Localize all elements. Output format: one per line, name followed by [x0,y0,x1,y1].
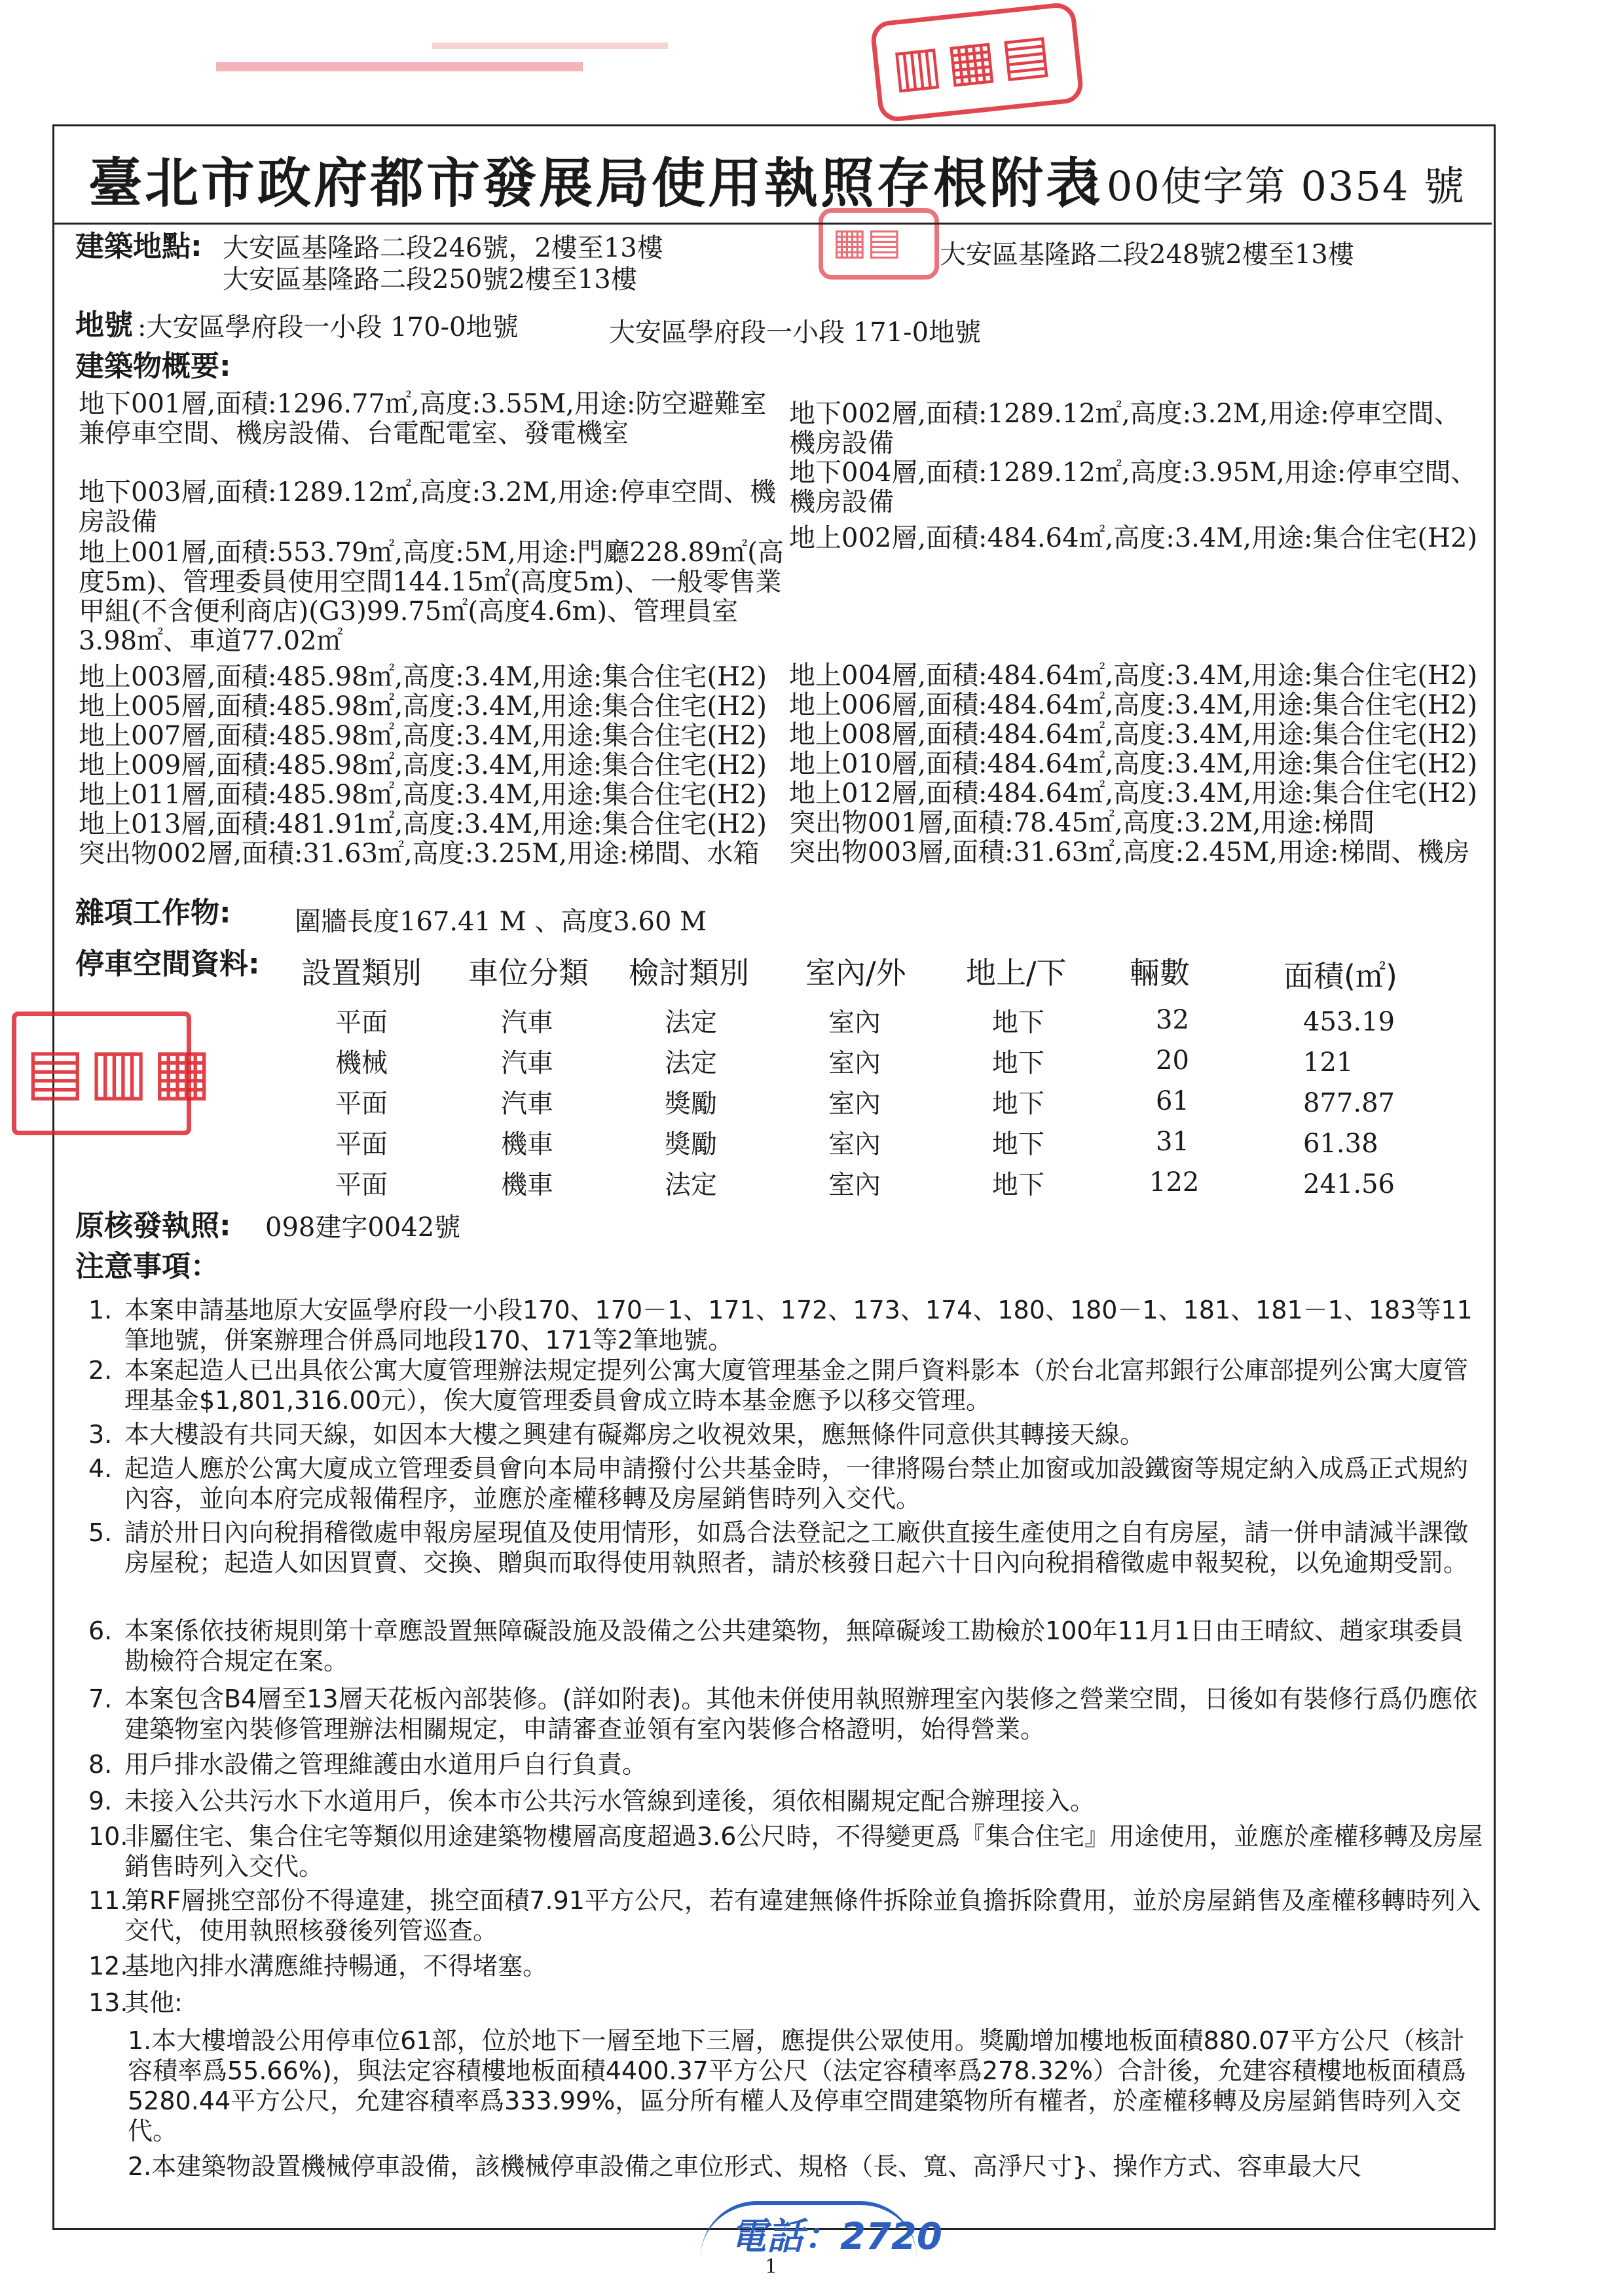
note-number: 8. [88,1750,113,1779]
red-smudge-top-2 [432,43,668,49]
cell-vehicle: 汽車 [501,1008,553,1038]
site-line-2: 大安區基隆路二段250號2樓至13樓 [223,264,637,295]
note-text: 非屬住宅、集合住宅等類似用途建築物樓層高度超過3.6公尺時，不得變更爲『集合住宅』用途使用，並應於產權移轉及房屋銷售時列入交代。 [124,1822,1483,1881]
seal-stamp-right-mid: ▦▤ [819,208,939,280]
lot-left: :大安區學府段一小段 170-0地號 [138,312,519,342]
overview-item: 地上013層,面積:481.91㎡,高度:3.4M,用途:集合住宅(H2) [79,809,767,839]
cell-inout: 室內 [828,1008,881,1038]
overview-item: 地上012層,面積:484.64㎡,高度:3.4M,用途:集合住宅(H2) [789,778,1477,809]
parking-header: 室內/外 [805,955,906,991]
cell-category: 獎勵 [665,1089,717,1119]
note-text: 第RF層挑空部份不得違建，挑空面積7.91平方公尺，若有違建無條件拆除並負擔拆除費用，並於房屋銷售及產權移轉時列入交代，使用執照核發後列管巡查。 [124,1886,1481,1945]
site-line-1: 大安區基隆路二段246號，2樓至13樓 [223,233,663,263]
note-number: 2. [88,1356,113,1385]
overview-item: 地上011層,面積:485.98㎡,高度:3.4M,用途:集合住宅(H2) [79,780,767,810]
misc-value: 圍牆長度167.41 M 、高度3.60 M [295,907,707,937]
overview-item: 地下001層,面積:1296.77㎡,高度:3.55M,用途:防空避難室兼停車空間、機房設備、台電配電室、發電機室 [79,389,767,448]
overview-item: 地上010層,面積:484.64㎡,高度:3.4M,用途:集合住宅(H2) [789,749,1477,779]
overview-item: 地上008層,面積:484.64㎡,高度:3.4M,用途:集合住宅(H2) [789,720,1477,750]
note-number: 10. [88,1822,128,1851]
overview-item: 地下003層,面積:1289.12㎡,高度:3.2M,用途:停車空間、機房設備 [79,477,776,537]
note-text: 基地內排水溝應維持暢通，不得堵塞。 [124,1952,548,1980]
note-number: 4. [88,1454,113,1483]
cell-category: 法定 [665,1048,717,1078]
overview-item: 地下002層,面積:1289.12㎡,高度:3.2M,用途:停車空間、機房設備 [789,399,1460,458]
note-item [88,1951,1483,1981]
note-item [88,1886,1483,1946]
page-number: 1 [765,2255,778,2278]
note-text: 本案申請基地原大安區學府段一小段170、170－1、171、172、173、174、180、180－1、181、181－1、183等11筆地號，併案辦理合併爲同地段170、171等2筆地號。 [124,1296,1473,1355]
cell-count: 20 [1156,1046,1189,1076]
document-title: 臺北市政府都市發展局使用執照存根附表 [88,152,1103,215]
overview-item: 地上003層,面積:485.98㎡,高度:3.4M,用途:集合住宅(H2) [79,662,767,692]
note-text: 其他: [124,1988,183,2017]
cell-inout: 室內 [828,1089,881,1119]
cell-category: 法定 [665,1170,717,1200]
note-item [88,1616,1483,1676]
parking-header: 輛數 [1130,955,1190,991]
overview-item: 突出物003層,面積:31.63㎡,高度:2.45M,用途:梯間、機房 [789,837,1470,867]
misc-label: 雜項工作物: [75,896,231,930]
note-item [88,1355,1483,1415]
cell-area: 61.38 [1303,1129,1378,1159]
note-item [88,1518,1483,1578]
overview-item: 突出物002層,面積:31.63㎡,高度:3.25M,用途:梯間、水箱 [79,839,760,869]
cell-vehicle: 汽車 [501,1048,553,1078]
sub-note-text: 2.本建築物設置機械停車設備，該機械停車設備之車位形式、規格（長、寬、高淨尺寸}、操作方式、容車最大尺 [128,2152,1362,2181]
note-text: 未接入公共污水下水道用戶，俟本市公共污水管線到達後，須依相關規定配合辦理接入。 [124,1787,1096,1815]
site-label: 建築地點: [75,230,202,263]
blue-phone-stamp: 電話：2720 [730,2215,942,2258]
overview-item: 突出物001層,面積:78.45㎡,高度:3.2M,用途:梯間 [789,808,1375,838]
note-text: 本大樓設有共同天線，如因本大樓之興建有礙鄰房之收視效果，應無條件同意供其轉接天線。 [124,1420,1145,1449]
sub-note-item [128,2151,1477,2181]
red-smudge-top [216,62,583,71]
cell-type: 平面 [335,1129,388,1159]
note-text: 請於卅日內向稅捐稽徵處申報房屋現值及使用情形，如爲合法登記之工廠供直接生產使用之自有房屋，請一併申請減半課徵房屋稅；起造人如因買賣、交換、贈與而取得使用執照者，請於核發日起六十日內向稅捐稽徵處申報契稅，以免逾期受罰。 [124,1518,1469,1577]
overview-label: 建築物概要: [75,350,231,383]
parking-header: 面積(㎡) [1283,958,1397,994]
note-text: 本案包含B4層至13層天花板內部裝修。(詳如附表)。其他未併使用執照辦理室內裝修之營業空間，日後如有裝修行爲仍應依建築物室內裝修管理辦法相關規定，申請審查並領有室內裝修合格證明，始得營業。 [124,1685,1478,1743]
parking-header: 檢討類別 [629,955,749,991]
note-number: 7. [88,1685,113,1713]
note-item [88,1786,1483,1816]
overview-item: 地上001層,面積:553.79㎡,高度:5M,用途:門廳228.89㎡(高度5m)、管理委員使用空間144.15㎡(高度5m)、一般零售業甲組(不含便利商店)(G3)99.75㎡(高度4.6m)、管理員室3.98㎡、車道77.02㎡ [79,538,784,656]
seal-stamp-top-right: ▥▦▤ [870,1,1084,123]
cell-type: 平面 [335,1089,388,1119]
note-number: 9. [88,1787,113,1815]
permit-number: 100使字第 0354 號 [1079,162,1466,210]
cell-inout: 室內 [828,1048,881,1078]
overview-item: 地上004層,面積:484.64㎡,高度:3.4M,用途:集合住宅(H2) [789,661,1477,691]
sub-note-text: 1.本大樓增設公用停車位61部，位於地下一層至地下三層，應提供公眾使用。獎勵增加樓地板面積880.07平方公尺（核計容積率爲55.66%)，與法定容積樓地板面積4400.37平方公尺（法定容積率爲278.32%）合計後，允建容積樓地板面積爲5280.44平方公尺，允建容積率爲333.99%，區分所有權人及停車空間建築物所有權者，於產權移轉及房屋銷售時列入交代。 [128,2026,1466,2145]
cell-area: 241.56 [1303,1169,1395,1199]
note-number: 12. [88,1952,128,1980]
original-permit-label: 原核發執照: [75,1209,231,1243]
note-number: 13. [88,1988,128,2017]
cell-level: 地下 [992,1170,1044,1200]
site-right: 大安區基隆路二段248號2樓至13樓 [940,240,1354,270]
parking-header: 設置類別 [301,955,422,991]
note-text: 本案起造人已出具依公寓大廈管理辦法規定提列公寓大廈管理基金之開戶資料影本（於台北富邦銀行公庫部提列公寓大廈管理基金$1,801,316.00元），俟大廈管理委員會成立時本基金應予以移交管理。 [124,1356,1469,1415]
cell-inout: 室內 [828,1129,881,1159]
lot-right: 大安區學府段一小段 171-0地號 [609,318,982,348]
overview-item: 地上009層,面積:485.98㎡,高度:3.4M,用途:集合住宅(H2) [79,750,767,780]
cell-level: 地下 [992,1008,1044,1038]
parking-header: 地上/下 [966,955,1067,991]
note-item [88,1988,1483,2018]
sub-note-item [128,2026,1477,2146]
overview-left-col [79,390,786,869]
note-item [88,1749,1483,1779]
note-number: 11. [88,1886,128,1915]
title-bar [52,124,1492,225]
cell-category: 獎勵 [665,1129,717,1159]
parking-label: 停車空間資料: [75,947,260,981]
overview-item: 地上007層,面積:485.98㎡,高度:3.4M,用途:集合住宅(H2) [79,721,767,751]
note-number: 5. [88,1518,113,1547]
original-permit-value: 098建字0042號 [265,1212,461,1243]
overview-item: 地上002層,面積:484.64㎡,高度:3.4M,用途:集合住宅(H2) [789,523,1477,553]
cell-inout: 室內 [828,1170,881,1200]
cell-type: 機械 [335,1048,388,1078]
note-item [88,1684,1483,1744]
cell-vehicle: 汽車 [501,1089,553,1119]
cell-level: 地下 [992,1089,1044,1119]
note-text: 用戶排水設備之管理維護由水道用戶自行負責。 [124,1750,648,1779]
cell-type: 平面 [335,1170,388,1200]
seal-stamp-left: ▤▥▦ [12,1011,191,1135]
cell-area: 121 [1303,1048,1354,1078]
overview-item: 地下004層,面積:1289.12㎡,高度:3.95M,用途:停車空間、機房設備 [789,458,1477,517]
note-item [88,1419,1483,1449]
cell-vehicle: 機車 [501,1129,553,1159]
cell-level: 地下 [992,1129,1044,1159]
cell-area: 877.87 [1303,1088,1395,1118]
cell-vehicle: 機車 [501,1170,553,1200]
overview-item: 地上005層,面積:485.98㎡,高度:3.4M,用途:集合住宅(H2) [79,691,767,721]
cell-level: 地下 [992,1048,1044,1078]
cell-count: 61 [1156,1086,1189,1116]
note-text: 起造人應於公寓大廈成立管理委員會向本局申請撥付公共基金時，一律將陽台禁止加窗或加設鐵窗等規定納入成爲正式規約內容，並向本府完成報備程序，並應於產權移轉及房屋銷售時列入交代。 [124,1454,1469,1513]
note-number: 3. [88,1420,113,1449]
cell-count: 32 [1156,1005,1189,1035]
parking-header: 車位分類 [468,955,589,991]
cell-area: 453.19 [1303,1007,1395,1037]
cell-count: 122 [1149,1167,1200,1197]
note-item [88,1453,1483,1514]
note-item [88,1821,1483,1882]
cell-type: 平面 [335,1008,388,1038]
notes-label: 注意事項： [75,1250,219,1283]
note-number: 6. [88,1616,113,1645]
note-item [88,1295,1483,1355]
overview-item: 地上006層,面積:484.64㎡,高度:3.4M,用途:集合住宅(H2) [789,690,1477,720]
note-text: 本案係依技術規則第十章應設置無障礙設施及設備之公共建築物，無障礙竣工勘檢於100年11月1日由王晴紋、趙家琪委員勘檢符合規定在案。 [124,1616,1464,1675]
note-number: 1. [88,1296,113,1324]
lot-label: 地號 [75,308,133,342]
cell-category: 法定 [665,1008,717,1038]
overview-right-col [789,399,1483,867]
cell-count: 31 [1156,1127,1189,1157]
